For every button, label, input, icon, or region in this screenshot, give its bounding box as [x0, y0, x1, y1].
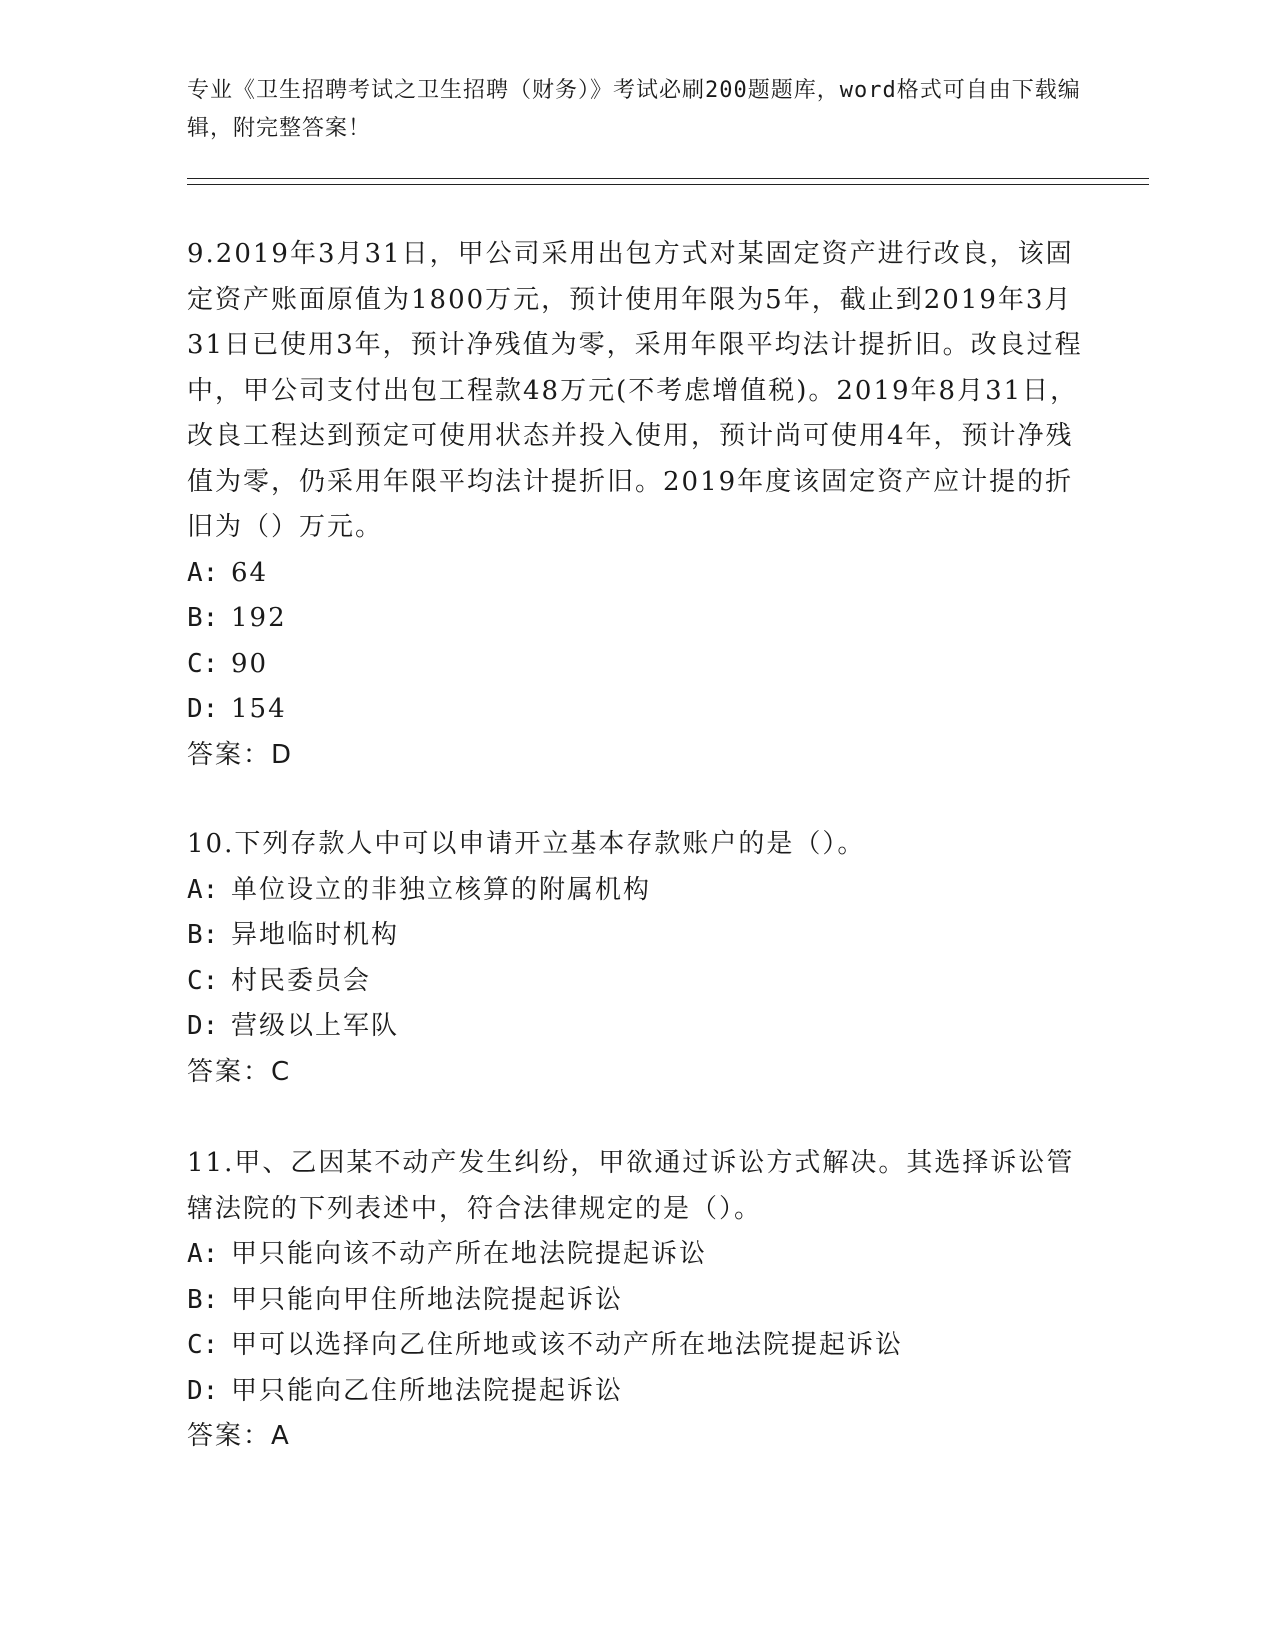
- option-letter: B:: [187, 920, 219, 950]
- option-d: [187, 1004, 1087, 1050]
- option-letter: C:: [187, 965, 219, 996]
- option-text: 村民委员会: [231, 965, 372, 996]
- option-c: [187, 959, 1087, 1005]
- option-text: 异地临时机构: [231, 920, 400, 950]
- option-letter: A:: [187, 557, 219, 588]
- option-text: 192: [231, 603, 287, 633]
- option-text: 甲只能向该不动产所在地法院提起诉讼: [231, 1239, 708, 1269]
- option-text: 154: [231, 694, 287, 724]
- question-10: [187, 822, 1087, 1095]
- question-9: [187, 232, 1087, 778]
- question-stem: 10.下列存款人中可以申请开立基本存款账户的是（）。: [187, 829, 866, 859]
- option-a: [187, 551, 1087, 597]
- option-c: [187, 1323, 1087, 1369]
- option-text: 64: [231, 557, 269, 588]
- option-a: [187, 1232, 1087, 1278]
- answer-label: 答案：C: [187, 1056, 292, 1087]
- option-b: [187, 913, 1087, 959]
- question-stem: 11.甲、乙因某不动产发生纠纷，甲欲通过诉讼方式解决。其选择诉讼管辖法院的下列表述中，符合法律规定的是（）。: [187, 1148, 1075, 1224]
- option-text: 90: [231, 648, 269, 679]
- header-divider-top: [187, 178, 1149, 179]
- option-b: [187, 596, 1087, 642]
- option-d: [187, 1369, 1087, 1415]
- answer-label: 答案：A: [187, 1421, 291, 1451]
- answer-label: 答案：D: [187, 739, 294, 770]
- option-letter: C:: [187, 1330, 219, 1360]
- option-letter: D:: [187, 1375, 219, 1406]
- question-stem: 9.2019年3月31日，甲公司采用出包方式对某固定资产进行改良，该固定资产账面原值为1800万元，预计使用年限为5年，截止到2019年3月31日已使用3年，预计净残值为零，采用年限平均法计提折旧。改良过程中，甲公司支付出包工程款48万元(不考虑增值税)。2019年8月31日，改良工程达到预定可使用状态并投入使用，预计尚可使用4年，预计净残值为零，仍采用年限平均法计提折旧。2019年度该固定资产应计提的折旧为（）万元。: [187, 239, 1083, 542]
- option-letter: C:: [187, 648, 219, 679]
- question-11: [187, 1141, 1087, 1460]
- option-text: 营级以上军队: [231, 1011, 400, 1041]
- option-text: 甲只能向甲住所地法院提起诉讼: [231, 1284, 624, 1315]
- document-header: 专业《卫生招聘考试之卫生招聘（财务）》考试必刷200题题库，word格式可自由下载编辑，附完整答案！: [187, 78, 1081, 141]
- option-text: 甲只能向乙住所地法院提起诉讼: [231, 1375, 624, 1406]
- option-letter: B:: [187, 603, 219, 633]
- option-letter: A:: [187, 1239, 219, 1269]
- header-divider-bottom: [187, 184, 1149, 185]
- option-d: [187, 687, 1087, 733]
- option-letter: B:: [187, 1284, 219, 1315]
- option-a: [187, 868, 1087, 914]
- option-text: 单位设立的非独立核算的附属机构: [231, 874, 652, 905]
- option-c: [187, 642, 1087, 688]
- option-b: [187, 1278, 1087, 1324]
- option-text: 甲可以选择向乙住所地或该不动产所在地法院提起诉讼: [231, 1330, 904, 1360]
- option-letter: D:: [187, 694, 219, 724]
- option-letter: A:: [187, 874, 219, 905]
- option-letter: D:: [187, 1011, 219, 1041]
